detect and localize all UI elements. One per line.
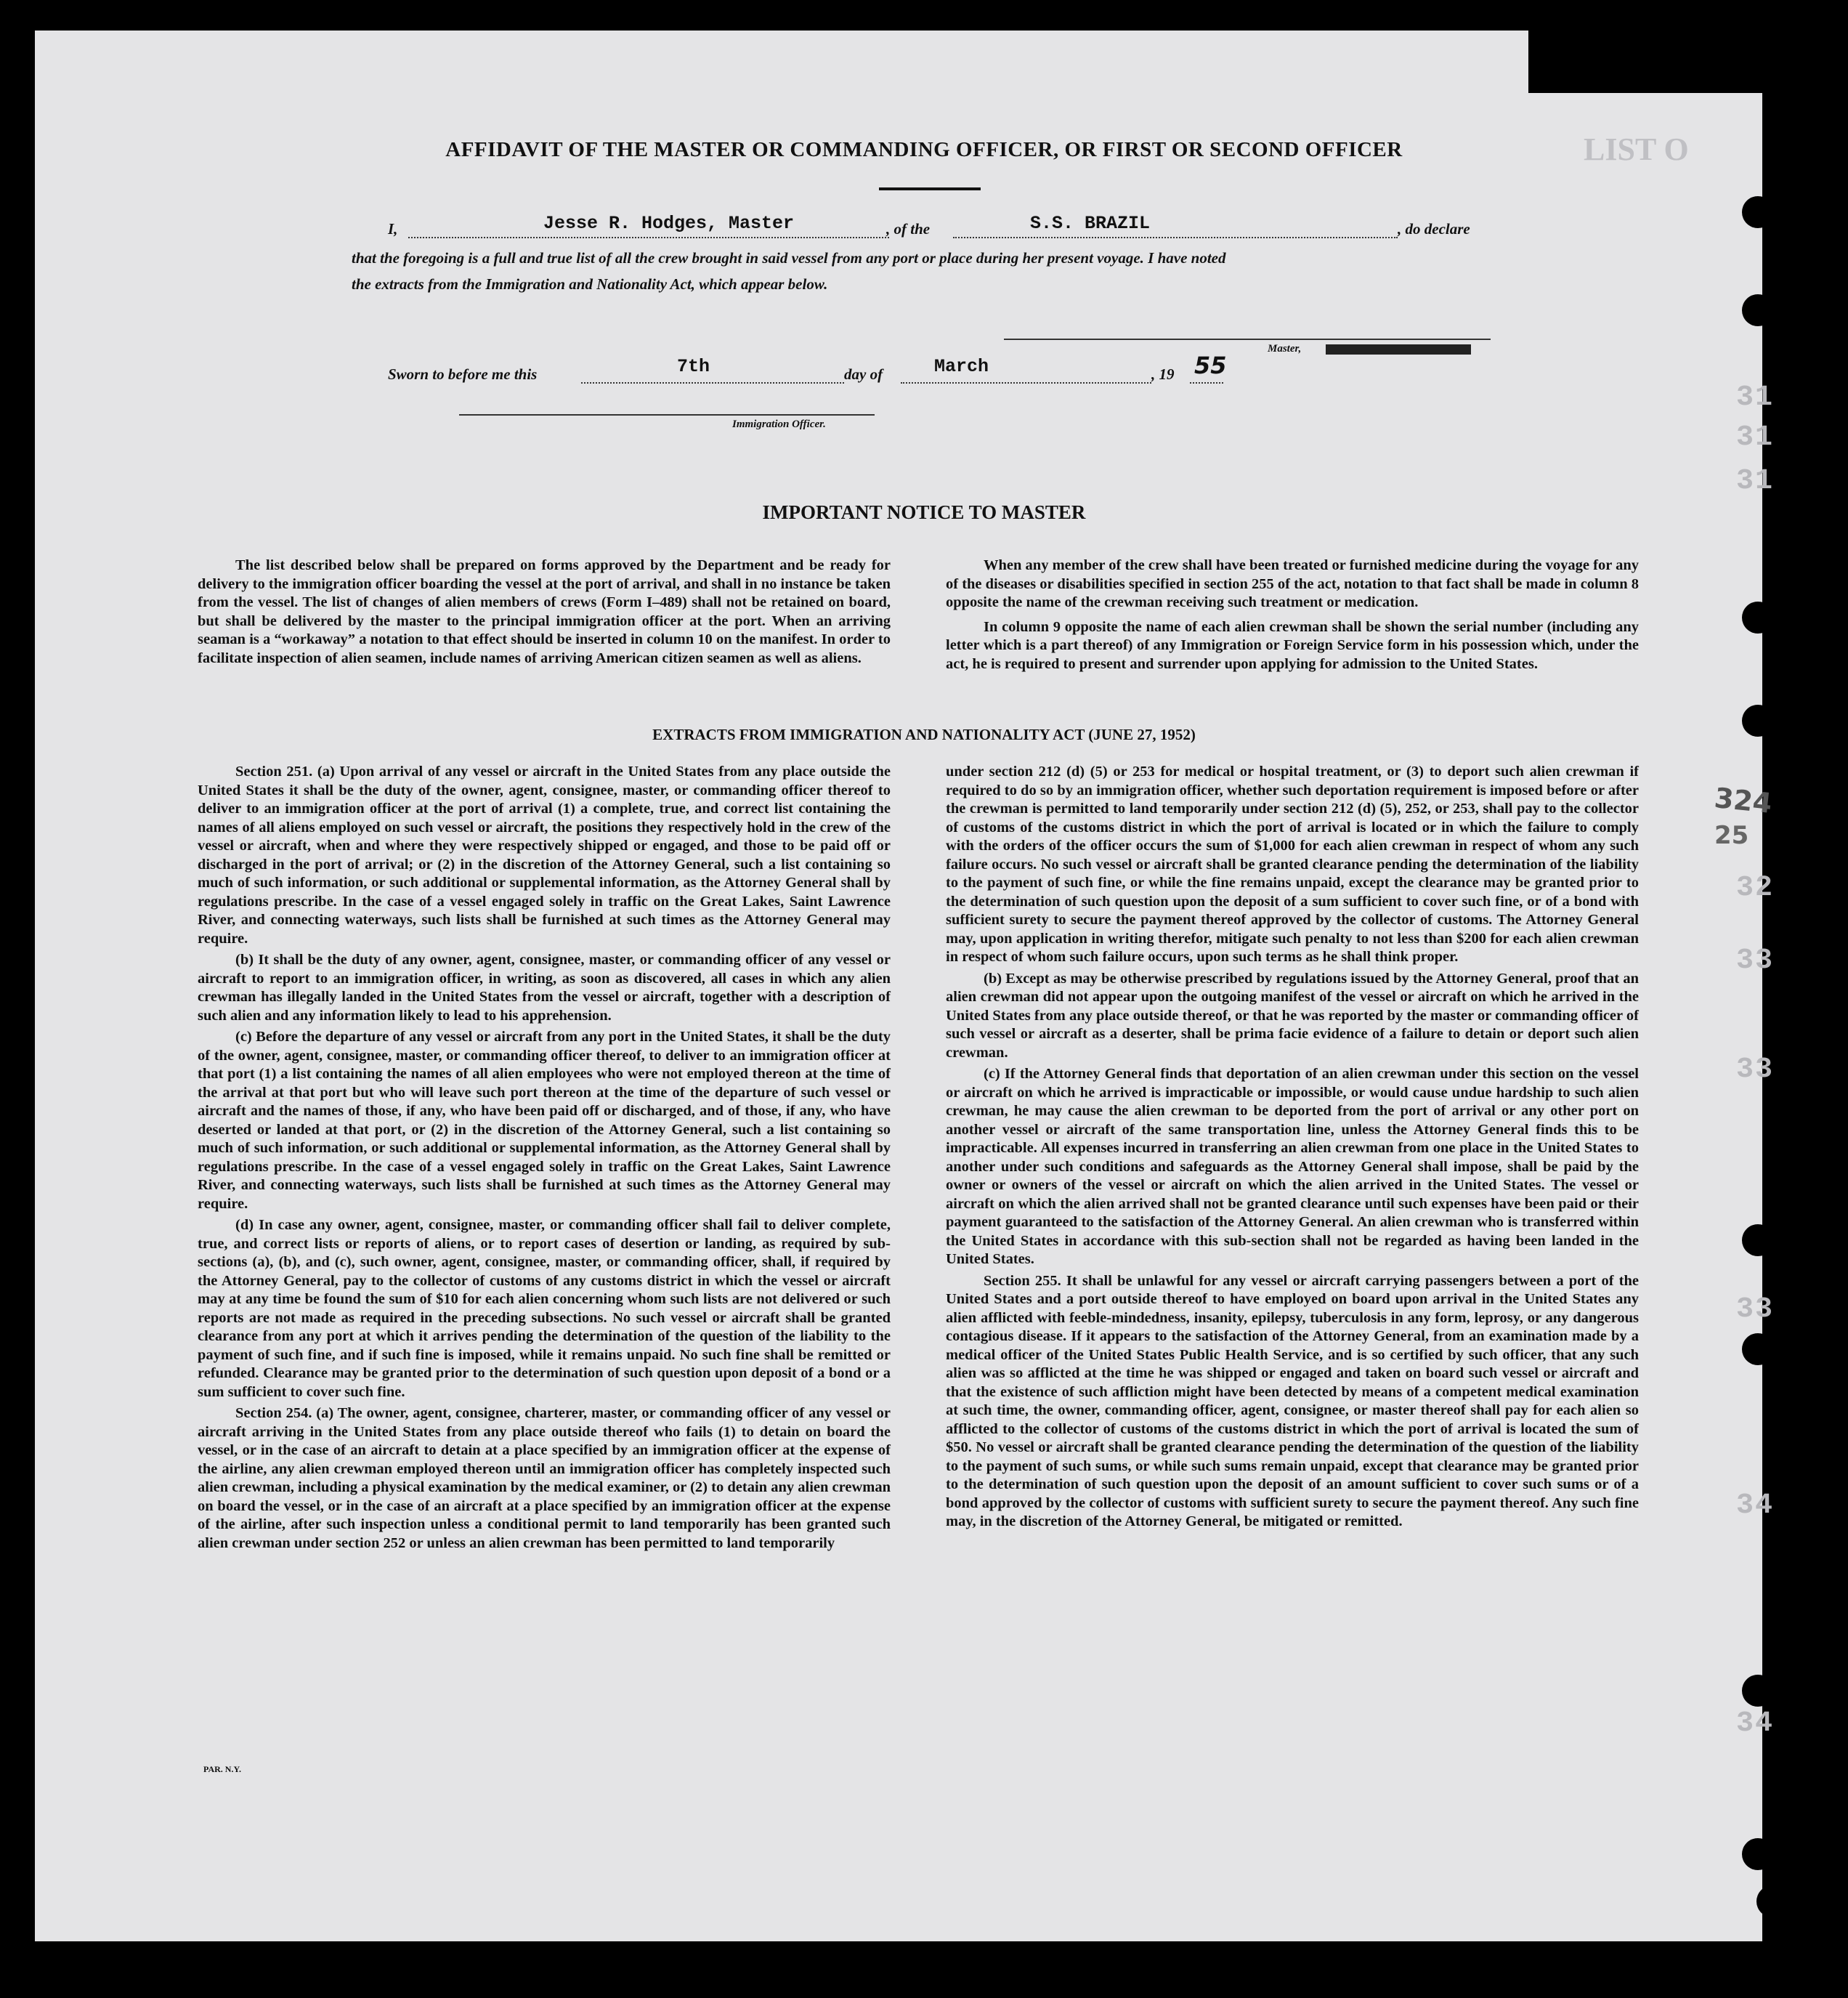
notice-left-column [198,557,891,671]
bleed-through-number: 34 [1736,1489,1775,1522]
bleed-through-number: 33 [1736,1293,1775,1326]
vessel-line [953,237,1398,238]
notice-paragraph: In column 9 opposite the name of each alien crewman shall be shown the serial number (including any letter which is a part thereof) of any Immigration or Foreign Service form in his possession which, under the act, he is required to present and surrender upon applying for admission to the United States. [946,618,1639,672]
bleed-through-number: 33 [1736,1053,1775,1086]
binder-hole [1742,1675,1774,1707]
sworn-month-line [901,382,1151,384]
bleed-through-number: 34 [1736,1707,1775,1740]
extracts-left-column [198,763,891,1556]
sworn-day-field[interactable]: 7th [677,356,710,377]
day-of-label: day of [844,365,883,383]
affidavit-statement: that the foregoing is a full and true list of all the crew brought in said vessel from any port or place during her present voyage. I have noted [352,249,1226,267]
extract-paragraph: Section 251. (a) Upon arrival of any vessel or aircraft in the United States from any place outside the United States it shall be the duty of the owner, agent, consignee, master, or commanding officer thereof to deliver to an immigration officer at the port of arrival (1) a complete, true, and correct list containing the names of all aliens employed on such vessel or aircraft, the positions they respectively hold in the crew of the vessel or aircraft, when and where they were respectively shipped or engaged, and those to be paid off or discharged in the port of arrival; or (2) in the discretion of the Attorney General, such a list containing so much of such information, or such additional or supplemental information, as the Attorney General shall by regulations prescribe. In the case of a vessel engaged solely in traffic on the Great Lakes, Saint Lawrence River, and connecting waterways, such lists shall be furnished at such times as the Attorney General may require. [198,764,891,947]
printer-mark: PAR. N.Y. [203,1764,242,1774]
year-line [1190,382,1223,384]
master-label: Master, [1268,343,1302,355]
bleed-through-number: 31 [1736,421,1775,454]
binder-hole [1742,1224,1774,1256]
declarant-line [408,237,889,238]
declarant-field[interactable]: Jesse R. Hodges, Master [543,213,795,234]
immigration-officer-signature-line[interactable] [459,414,875,416]
master-signature-line[interactable] [1004,339,1491,340]
bleed-through-number: 32 [1736,872,1775,905]
sworn-day-line [581,382,844,384]
extract-paragraph: (b) Except as may be otherwise prescribed by regulations issued by the Attorney General, proof that an alien crewman did not appear upon the outgoing manifest of the vessel or aircraft on which he arrived in the United States from any place outside thereof, or that he was reported by the master or commanding officer of such vessel or aircraft as a deserter, shall be prima facie evidence of a failure to detain or deport such alien crewman. [946,970,1639,1061]
handwritten-annotation: 324 [1712,781,1774,820]
binder-hole [1742,196,1774,228]
declare-label: , do declare [1398,220,1470,238]
binder-hole [1742,1333,1774,1365]
binder-hole [1742,294,1774,326]
affidavit-statement: the extracts from the Immigration and Nationality Act, which appear below. [352,275,828,293]
binder-hole [1742,602,1774,634]
bleed-through-number: 31 [1736,465,1775,498]
extract-paragraph: under section 212 (d) (5) or 253 for medical or hospital treatment, or (3) to deport such alien crewman if required to do so by an immigration officer, whether such deportation requirement is imposed before or after the crewman is permitted to land temporarily under section 212 (d) (5), 252, or 253, shall pay to the collector of customs of the customs district in which the port of arrival is located or in which the failure to comply with the orders of the officer occurs the sum of $1,000 for each alien crewman in respect of whom any such failure occurs. No such vessel or aircraft shall be granted clearance pending the determination of the liability to the payment of such fine, or while the fine remains unpaid, except the clearance may be granted prior to the determination of such question upon the deposit of a sum sufficient to cover such fine, or of a bond with sufficient surety to secure the payment thereof approved by the collector of customs. The Attorney General may, upon application in writing therefor, mitigate such penalty to not less than $200 for each alien crewman in respect of whom such failure occurs, upon such terms as he shall think proper. [946,764,1639,965]
handwritten-annotation: 25 [1714,821,1749,850]
bleed-through-heading: LIST O [1584,132,1689,167]
notice-right-column [946,557,1639,676]
vessel-field[interactable]: S.S. BRAZIL [1030,213,1151,234]
year-prefix: , 19 [1151,365,1175,383]
immigration-officer-label: Immigration Officer. [732,418,826,430]
i-label: I, [388,220,398,238]
notice-paragraph: The list described below shall be prepared on forms approved by the Department and be ready for delivery to the immigration officer boarding the vessel at the port of arrival, and shall in no instance be taken from the vessel. The list of changes of alien members of crews (Form I–489) shall not be retained on board, but shall be delivered by the master to the principal immigration officer at the port. When an arriving seaman is a “workaway” a notation to that effect should be inserted in column 10 on the manifest. In order to facilitate inspection of alien seamen, include names of arriving American citizen seamen as well as aliens. [198,557,891,666]
of-the-label: , of the [886,220,931,238]
redaction-mark [1326,344,1471,355]
extract-paragraph: Section 255. It shall be unlawful for any vessel or aircraft carrying passengers between a port of the United States and a port outside thereof to have employed on board upon arrival in the United States any alien afflicted with feeble-mindedness, insanity, epilepsy, tuberculosis in any form, leprosy, or any dangerous contagious disease. If it appears to the satisfaction of the Attorney General, from an examination made by a medical officer of the United States Public Health Service, and is so certified by such officer, that any such alien was so afflicted at the time he was shipped or engaged and taken on board such vessel or aircraft and that the existence of such affliction might have been detected by means of a competent medical examination at such time, the owner, commanding officer, agent, consignee, or master thereof shall pay for each alien so afflicted to the collector of customs of the customs district in which the port of arrival is located the sum of $50. No vessel or aircraft shall be granted clearance pending the determination of the question of the liability to the payment of such sums, or while such sums remain unpaid, except that clearance may be granted prior to the determination of such question upon the deposit of an amount sufficient to cover such sums or of a bond approved by the collector of customs with sufficient surety to secure the payment thereof. Any such fine may, in the discretion of the Attorney General, be mitigated or remitted. [946,1272,1639,1529]
extract-paragraph: (c) Before the departure of any vessel or aircraft from any port in the United States, it shall be the duty of the owner, agent, consignee, master, or commanding officer thereof, to deliver to an immigration officer at that port (1) a list containing the names of all alien employees who were not employed thereon at the time of the arrival at that port but who will leave such port thereon at the time of the departure of such vessel or aircraft and the names of those, if any, who have been paid off or discharged, and of those, if any, who have deserted or landed at that port, or (2) in the discretion of the Attorney General, such a list containing so much of such information, or such additional or supplemental information, as the Attorney General shall by regulations prescribe. In the case of a vessel engaged solely in traffic on the Great Lakes, Saint Lawrence River, and connecting waterways, such lists shall be furnished at such times as the Attorney General may require. [198,1029,891,1212]
notice-paragraph: When any member of the crew shall have been treated or furnished medicine during the voyage for any of the diseases or disabilities specified in section 255 of the act, notation to that fact shall be made in column 8 opposite the name of the crewman receiving such treatment or medication. [946,557,1639,610]
year-field[interactable]: 55 [1194,352,1227,379]
notice-heading: IMPORTANT NOTICE TO MASTER [762,501,1086,523]
extract-paragraph: (b) It shall be the duty of any owner, agent, consignee, master, or commanding officer of any vessel or aircraft to report to an immigration officer, in writing, as soon as discovered, all cases in which any alien crewman has illegally landed in the United States from the vessel or aircraft, together with a description of such alien and any information likely to lead to his apprehension. [198,952,891,1024]
affidavit-title: AFFIDAVIT OF THE MASTER OR COMMANDING OFFICER, OR FIRST OR SECOND OFFICER [445,138,1403,161]
binder-hole [1742,1838,1774,1870]
sworn-label: Sworn to before me this [388,365,538,383]
sworn-month-field[interactable]: March [934,356,989,377]
bleed-through-number: 33 [1736,945,1775,977]
bleed-through-number: 31 [1736,381,1775,414]
extract-paragraph: Section 254. (a) The owner, agent, consignee, charterer, master, or commanding officer of any vessel or aircraft arriving in the United States from any place outside thereof who fails (1) to detain on board the vessel, or in the case of an aircraft to detain at a place specified by an immigration officer at the expense of the airline, any alien crewman employed thereon until an immigration officer has completely inspected such alien crewman, including a physical examination by the medical examiner, or (2) to detain any alien crewman on board the vessel, or in the case of an aircraft at a place specified by an immigration officer at the expense of the airline, after such inspection unless a conditional permit to land temporarily has been granted such alien crewman under section 252 or unless an alien crewman has been permitted to land temporarily [198,1405,891,1551]
binder-hole [1756,1885,1788,1917]
extract-paragraph: (d) In case any owner, agent, consignee, master, or commanding officer shall fail to deliver complete, true, and correct lists or reports of aliens, or to report cases of desertion or landing, as required by sub-sections (a), (b), and (c), such owner, agent, consignee, master, or commanding officer, shall, if required by the Attorney General, pay to the collector of customs of any customs district in which the vessel or aircraft may at any time be found the sum of $10 for each alien concerning whom such lists are not delivered or such reports are not made as required in the preceding subsections. No such vessel or aircraft shall be granted clearance from any port at which it arrives pending the determination of the question of the liability to the payment of such fine, and if such fine is imposed, while it remains unpaid. No such fine shall be remitted or refunded. Clearance may be granted prior to the determination of such question upon deposit of a bond or a sum sufficient to cover such fine. [198,1217,891,1400]
extract-paragraph: (c) If the Attorney General finds that deportation of an alien crewman under this section on the vessel or aircraft on which he arrived is impracticable or impossible, or would cause undue hardship to such alien crewman, he may cause the alien crewman to be deported from the port of arrival or any other port on another vessel or aircraft of the same transportation line, unless the Attorney General finds this to be impracticable. All expenses incurred in transferring an alien crewman from one place in the United States to another under such conditions and safeguards as the Attorney General shall impose, shall be paid by the owner or owners of the vessel or aircraft on which the alien arrived in the United States. The vessel or aircraft on which the alien arrived shall not be granted clearance until such expenses have been paid or their payment guaranteed to the satisfaction of the Attorney General. An alien crewman who is transferred within the United States in accordance with this sub-section shall not be regarded as having been landed in the United States. [946,1066,1639,1267]
title-divider [879,187,981,190]
extracts-heading: EXTRACTS FROM IMMIGRATION AND NATIONALITY ACT (JUNE 27, 1952) [652,726,1196,743]
extracts-right-column [946,763,1639,1534]
